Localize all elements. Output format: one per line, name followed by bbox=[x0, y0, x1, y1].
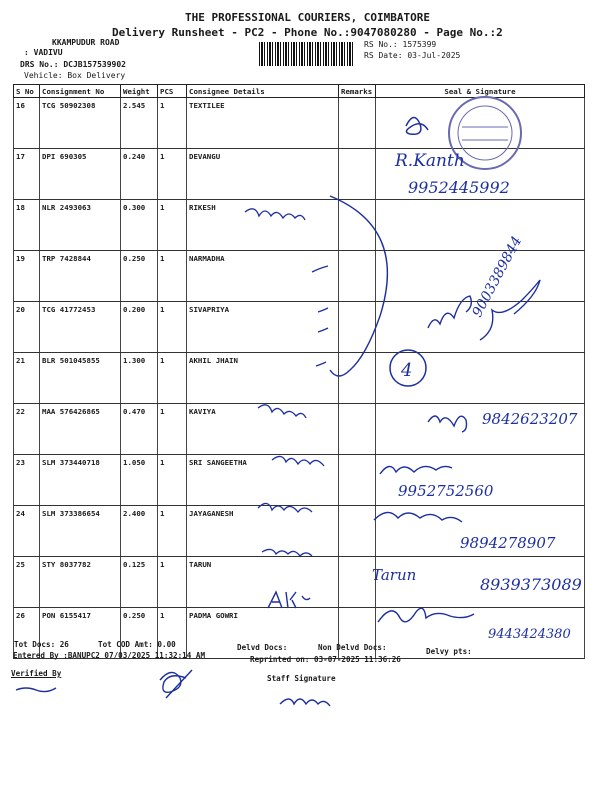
row-seal-signature bbox=[376, 149, 585, 200]
table-row bbox=[14, 506, 585, 557]
table-row bbox=[14, 251, 585, 302]
row-remarks bbox=[339, 506, 376, 557]
table-row bbox=[14, 149, 585, 200]
row-consignment-no: DPI 690305 bbox=[40, 149, 121, 200]
row-sno: 26 bbox=[14, 608, 40, 659]
area-name: : VADIVU bbox=[24, 48, 63, 57]
row-consignment-no: TRP 7428844 bbox=[40, 251, 121, 302]
row-remarks bbox=[339, 200, 376, 251]
handwritten-name-25: Tarun bbox=[372, 566, 417, 584]
row-sno: 24 bbox=[14, 506, 40, 557]
row-sno: 17 bbox=[14, 149, 40, 200]
row-seal-signature bbox=[376, 557, 585, 608]
row-consignment-no: PON 6155417 bbox=[40, 608, 121, 659]
row-weight: 1.300 bbox=[121, 353, 158, 404]
row-weight: 0.200 bbox=[121, 302, 158, 353]
row-consignment-no: MAA 576426865 bbox=[40, 404, 121, 455]
row-consignee: PADMA GOWRI bbox=[187, 608, 339, 659]
rs-number: RS No.: 1575399 bbox=[364, 40, 437, 49]
handwritten-phone-23: 9952752560 bbox=[398, 482, 494, 500]
row-seal-signature bbox=[376, 251, 585, 302]
row-sno: 18 bbox=[14, 200, 40, 251]
barcode bbox=[259, 42, 355, 66]
delivered-docs: Delvd Docs: bbox=[237, 643, 288, 652]
row-sno: 22 bbox=[14, 404, 40, 455]
row-consignment-no: STY 8037782 bbox=[40, 557, 121, 608]
row-seal-signature bbox=[376, 302, 585, 353]
row-sno: 19 bbox=[14, 251, 40, 302]
table-row bbox=[14, 557, 585, 608]
row-sno: 21 bbox=[14, 353, 40, 404]
row-consignee: SIVAPRIYA bbox=[187, 302, 339, 353]
row-pcs: 1 bbox=[158, 200, 187, 251]
row-remarks bbox=[339, 557, 376, 608]
handwritten-name-17: R.Kanth bbox=[395, 151, 465, 171]
row-pcs: 1 bbox=[158, 98, 187, 149]
row-consignee: AKHIL JHAIN bbox=[187, 353, 339, 404]
row-consignee: DEVANGU bbox=[187, 149, 339, 200]
col-weight: Weight bbox=[121, 85, 158, 98]
row-weight: 0.125 bbox=[121, 557, 158, 608]
row-seal-signature bbox=[376, 353, 585, 404]
row-pcs: 1 bbox=[158, 149, 187, 200]
col-remarks: Remarks bbox=[339, 85, 376, 98]
handwritten-phone-25: 8939373089 bbox=[480, 575, 582, 594]
verified-signature-mark bbox=[160, 670, 192, 698]
row-consignment-no: TCG 41772453 bbox=[40, 302, 121, 353]
col-seal-signature: Seal & Signature bbox=[376, 85, 585, 98]
row-consignment-no: BLR 501045855 bbox=[40, 353, 121, 404]
row-consignment-no: SLM 373440718 bbox=[40, 455, 121, 506]
row-weight: 2.400 bbox=[121, 506, 158, 557]
total-cod-amount: Tot COD Amt: 0.00 bbox=[98, 640, 176, 649]
row-weight: 0.300 bbox=[121, 200, 158, 251]
row-weight: 0.250 bbox=[121, 251, 158, 302]
row-remarks bbox=[339, 149, 376, 200]
col-pcs: PCS bbox=[158, 85, 187, 98]
row-weight: 0.240 bbox=[121, 149, 158, 200]
verified-signature bbox=[16, 688, 56, 692]
handwritten-phone-19: 9003389844 bbox=[469, 233, 526, 320]
row-remarks bbox=[339, 251, 376, 302]
row-seal-signature bbox=[376, 200, 585, 251]
row-sno: 23 bbox=[14, 455, 40, 506]
row-sno: 20 bbox=[14, 302, 40, 353]
row-weight: 2.545 bbox=[121, 98, 158, 149]
handwritten-phone-22: 9842623207 bbox=[482, 410, 578, 428]
drs-number: DRS No.: DCJB157539902 bbox=[20, 60, 126, 69]
table-row bbox=[14, 455, 585, 506]
non-delivered-docs: Non Delvd Docs: bbox=[318, 643, 387, 652]
reprinted-on: Reprinted on: 03-07-2025 11:36:26 bbox=[250, 655, 401, 664]
col-consignment: Consignment No bbox=[40, 85, 121, 98]
verified-by-label: Verified By bbox=[11, 669, 62, 678]
row-consignee: JAYAGANESH bbox=[187, 506, 339, 557]
row-remarks bbox=[339, 302, 376, 353]
vehicle-type: Vehicle: Box Delivery bbox=[24, 71, 126, 80]
table-row bbox=[14, 200, 585, 251]
col-sno: S No bbox=[14, 85, 40, 98]
row-remarks bbox=[339, 455, 376, 506]
row-consignment-no: TCG 50902308 bbox=[40, 98, 121, 149]
row-seal-signature bbox=[376, 98, 585, 149]
row-remarks bbox=[339, 353, 376, 404]
row-weight: 0.470 bbox=[121, 404, 158, 455]
runsheet-table bbox=[13, 84, 585, 659]
company-title: THE PROFESSIONAL COURIERS, COIMBATORE bbox=[185, 11, 431, 24]
row-pcs: 1 bbox=[158, 353, 187, 404]
table-header-row bbox=[14, 85, 585, 98]
row-seal-signature bbox=[376, 608, 585, 659]
entered-by: Entered By :BANUPC2 07/03/2025 11:32:14 AM bbox=[13, 651, 206, 660]
col-consignee: Consignee Details bbox=[187, 85, 339, 98]
row-pcs: 1 bbox=[158, 506, 187, 557]
table-row bbox=[14, 353, 585, 404]
circled-4: 4 bbox=[401, 360, 413, 381]
handwritten-phone-24: 9894278907 bbox=[460, 534, 556, 552]
row-consignee: TEXTILEE bbox=[187, 98, 339, 149]
row-consignee: KAVIYA bbox=[187, 404, 339, 455]
row-pcs: 1 bbox=[158, 404, 187, 455]
rs-date: RS Date: 03-Jul-2025 bbox=[364, 51, 461, 60]
total-docs: Tot Docs: 26 bbox=[14, 640, 69, 649]
handwritten-phone-17: 9952445992 bbox=[408, 178, 510, 197]
row-seal-signature bbox=[376, 506, 585, 557]
row-remarks bbox=[339, 98, 376, 149]
row-consignee: SRI SANGEETHA bbox=[187, 455, 339, 506]
row-remarks bbox=[339, 404, 376, 455]
row-weight: 0.250 bbox=[121, 608, 158, 659]
address-line: KKAMPUDUR ROAD bbox=[52, 38, 120, 47]
row-pcs: 1 bbox=[158, 455, 187, 506]
row-pcs: 1 bbox=[158, 608, 187, 659]
row-consignment-no: NLR 2493063 bbox=[40, 200, 121, 251]
row-seal-signature bbox=[376, 404, 585, 455]
table-row bbox=[14, 404, 585, 455]
runsheet-subtitle: Delivery Runsheet - PC2 - Phone No.:9047080280 - Page No.:2 bbox=[112, 26, 503, 39]
staff-signature-label: Staff Signature bbox=[267, 674, 336, 683]
row-consignment-no: SLM 373386654 bbox=[40, 506, 121, 557]
row-consignee: TARUN bbox=[187, 557, 339, 608]
staff-signature-mark bbox=[280, 699, 330, 706]
handwritten-phone-26: 9443424380 bbox=[488, 627, 571, 642]
row-consignee: RIKESH bbox=[187, 200, 339, 251]
row-sno: 25 bbox=[14, 557, 40, 608]
table-row bbox=[14, 302, 585, 353]
row-consignee: NARMADHA bbox=[187, 251, 339, 302]
row-seal-signature bbox=[376, 455, 585, 506]
row-pcs: 1 bbox=[158, 302, 187, 353]
table-row bbox=[14, 98, 585, 149]
delivery-points: Delvy pts: bbox=[426, 647, 472, 656]
row-sno: 16 bbox=[14, 98, 40, 149]
row-pcs: 1 bbox=[158, 557, 187, 608]
row-pcs: 1 bbox=[158, 251, 187, 302]
row-weight: 1.050 bbox=[121, 455, 158, 506]
